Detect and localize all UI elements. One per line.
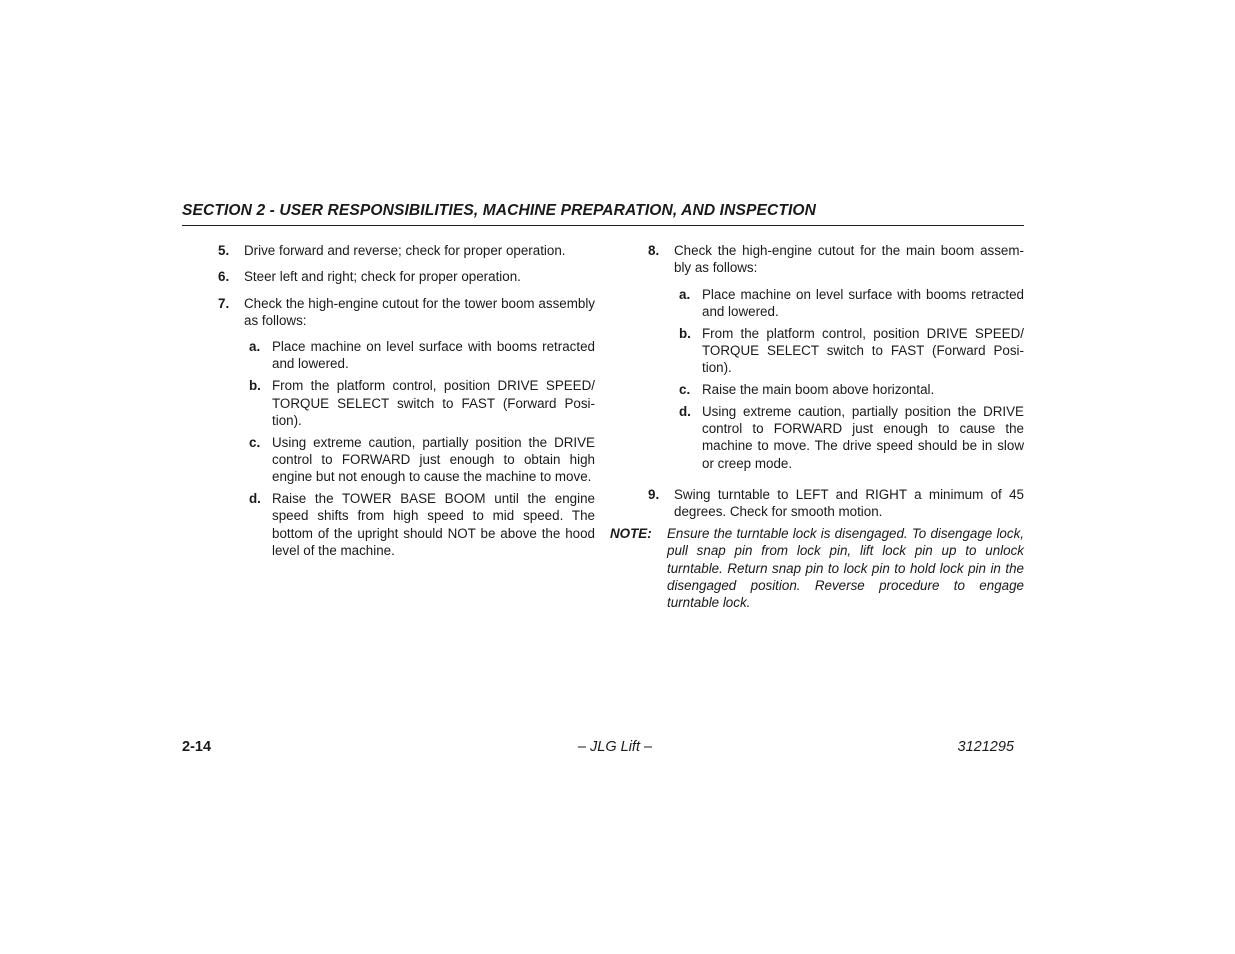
footer-publisher: – JLG Lift – [577,739,653,755]
list-item-8 [648,242,1024,477]
page-number: 2-14 [182,739,212,755]
item-text: Drive forward and reverse; check for proper operation. [244,243,566,258]
item-text: Check the high-engine cutout for the tower boom assembly as follows: [244,295,595,328]
sub-item [244,338,595,373]
sub-letter: d. [679,403,691,419]
sub-list [674,286,1024,472]
item-text: Check the high-engine cutout for the main boom assem-bly as follows: [674,243,1024,276]
item-number: 7. [218,295,230,311]
note-block [610,525,1024,611]
section-header [182,202,1024,226]
sub-text: Using extreme caution, partially position the DRIVE control to FORWARD just enough to cause the machine to move. The drive speed should be in slow or creep mode. [702,403,1024,471]
sub-text: Using extreme caution, partially position the DRIVE control to FORWARD just enough to obtain high engine but not enough to cause the machine to move. [272,434,595,485]
item-number: 5. [218,243,230,258]
left-column [218,242,595,573]
sub-letter: c. [679,382,691,398]
document-number: 3121295 [957,739,1014,755]
item-number: 6. [218,269,230,285]
right-column [648,242,1024,529]
sub-text: Place machine on level surface with booms retracted and lowered. [702,286,1024,319]
sub-list [244,338,595,559]
item-number: 8. [648,243,660,258]
section-title: SECTION 2 - USER RESPONSIBILITIES, MACHINE PREPARATION, AND INSPECTION [182,202,816,219]
sub-item [244,377,595,429]
sub-text: Raise the TOWER BASE BOOM until the engine speed shifts from high speed to mid speed. The bottom of the upright should NOT be above the hood level of the machine. [272,491,595,558]
note-text: Ensure the turntable lock is disengaged. To disengage lock, pull snap pin from lock pin, lift lock pin up to unlock turntable. Return snap pin to lock pin to hold lock pin in the disengaged position. Reverse procedure to engage turntable lock. [667,526,1024,611]
item-text: Swing turntable to LEFT and RIGHT a minimum of 45 degrees. Check for smooth motion. [674,486,1024,519]
sub-letter: b. [249,378,261,394]
sub-letter: a. [679,286,691,302]
sub-item [244,434,595,486]
sub-letter: a. [249,339,261,355]
sub-letter: b. [679,325,691,341]
note-label: NOTE: [610,526,652,541]
item-text: Steer left and right; check for proper operation. [244,269,521,285]
item-number: 9. [648,486,660,502]
sub-item [674,325,1024,377]
sub-text: Raise the main boom above horizontal. [702,382,935,398]
list-item-6 [218,268,595,285]
sub-text: From the platform control, position DRIVE SPEED/ TORQUE SELECT switch to FAST (Forward Posi-tion). [702,325,1024,376]
list-item-9 [648,486,1024,521]
sub-text: From the platform control, position DRIVE SPEED/ TORQUE SELECT switch to FAST (Forward Posi-tion). [272,378,595,428]
sub-item [674,286,1024,321]
sub-item [674,381,1024,398]
list-item-5 [218,242,595,259]
sub-item [674,403,1024,472]
list-item-7 [218,295,595,564]
sub-text: Place machine on level surface with booms retracted and lowered. [272,339,595,372]
sub-letter: d. [249,491,261,507]
sub-letter: c. [249,434,261,450]
sub-item [244,490,595,559]
